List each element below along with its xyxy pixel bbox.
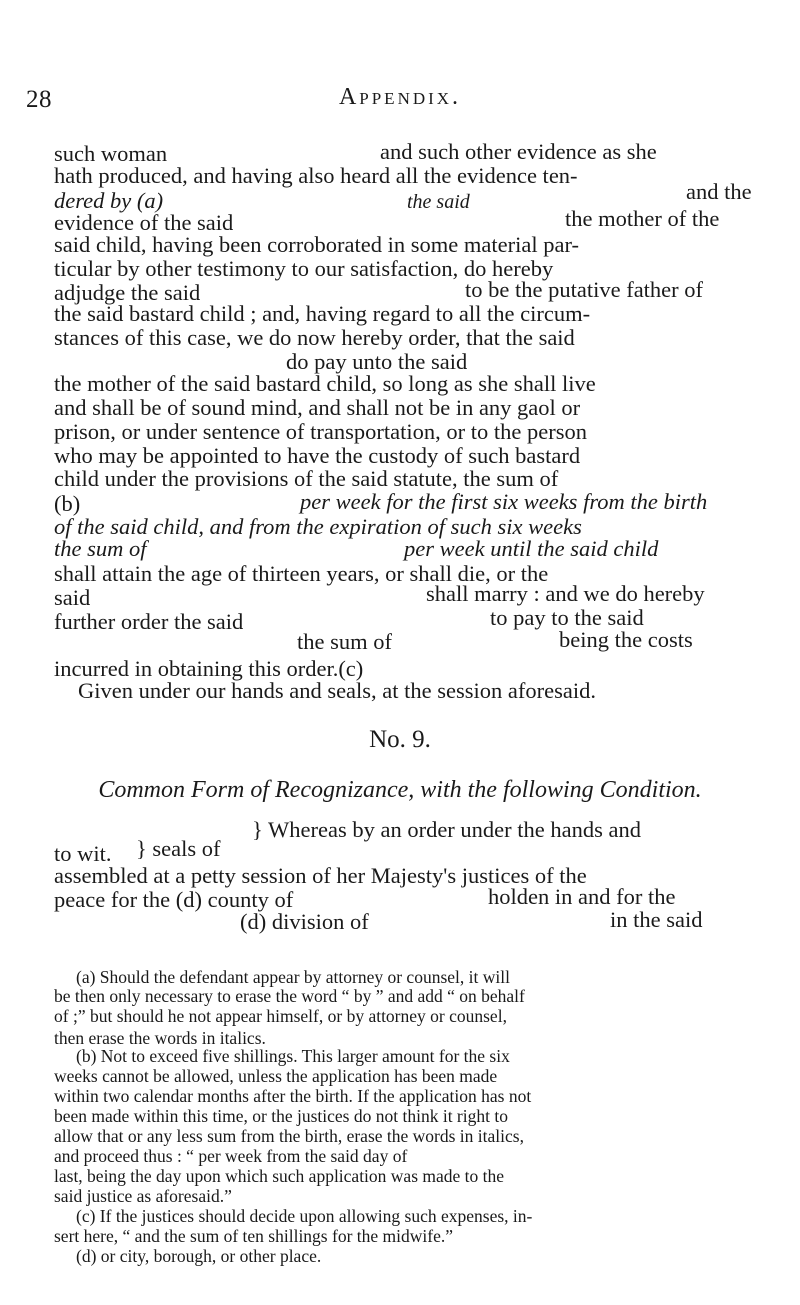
text-line: stances of this case, we do now hereby order, that the said <box>54 325 575 350</box>
footnote-line: (b) Not to exceed five shillings. This larger amount for the six <box>76 1046 510 1066</box>
text-line: in the said <box>610 907 703 932</box>
footnote-line: weeks cannot be allowed, unless the application has been made <box>54 1066 498 1086</box>
text-line: } Whereas by an order under the hands and <box>252 817 641 842</box>
text-line: adjudge the said <box>54 280 201 305</box>
text-line: said child, having been corroborated in some material par- <box>54 232 579 257</box>
text-line: (d) division of <box>240 909 369 934</box>
footnote-line: be then only necessary to erase the word “ by ” and add “ on behalf <box>54 986 525 1006</box>
footnote-line: and proceed thus : “ per week from the said day of <box>54 1146 408 1166</box>
text-line: dered by (a) <box>54 188 164 213</box>
text-line: hath produced, and having also heard all the evidence ten- <box>54 163 578 188</box>
footnote-line: sert here, “ and the sum of ten shillings for the midwife.” <box>54 1226 453 1246</box>
footnote-line: said justice as aforesaid.” <box>54 1186 232 1206</box>
text-line: Given under our hands and seals, at the session aforesaid. <box>78 678 596 703</box>
text-line: prison, or under sentence of transportation, or to the person <box>54 419 587 444</box>
footnote-line: within two calendar months after the birth. If the application has not <box>54 1086 532 1106</box>
text-line: and such other evidence as she <box>380 139 657 164</box>
footnote-line: (d) or city, borough, or other place. <box>76 1246 322 1266</box>
footnote-line: of ;” but should he not appear himself, or by attorney or counsel, <box>54 1006 507 1026</box>
text-line: the sum of <box>297 629 392 654</box>
form-number-heading: No. 9. <box>369 726 431 753</box>
text-line: who may be appointed to have the custody of such bastard <box>54 443 581 468</box>
footnote-line: then erase the words in italics. <box>54 1028 266 1048</box>
footnote-line: (a) Should the defendant appear by attorney or counsel, it will <box>76 967 510 987</box>
form-title: Common Form of Recognizance, with the following Condition. <box>98 777 702 803</box>
text-line: peace for the (d) county of <box>54 887 294 912</box>
text-line: such woman <box>54 141 168 166</box>
footnote-line: allow that or any less sum from the birth, erase the words in italics, <box>54 1126 524 1146</box>
text-line: and shall be of sound mind, and shall not be in any gaol or <box>54 395 581 420</box>
text-line: the sum of <box>54 536 147 561</box>
text-line: further order the said <box>54 609 244 634</box>
text-line: the mother of the said bastard child, so long as she shall live <box>54 371 596 396</box>
text-line: being the costs <box>559 627 693 652</box>
text-line: evidence of the said <box>54 210 234 235</box>
text-line: shall attain the age of thirteen years, or shall die, or the <box>54 561 549 586</box>
text-line: said <box>54 585 91 610</box>
text-line: incurred in obtaining this order.(c) <box>54 656 364 681</box>
footnote-line: last, being the day upon which such application was made to the <box>54 1166 505 1186</box>
text-line: shall marry : and we do hereby <box>426 581 705 606</box>
text-line: } seals of <box>136 836 221 861</box>
text-line: to be the putative father of <box>465 277 704 302</box>
text-line: child under the provisions of the said statute, the sum of <box>54 466 559 491</box>
text-line: assembled at a petty session of her Majesty's justices of the <box>54 863 587 888</box>
text-line: to pay to the said <box>490 605 644 630</box>
text-line: the said <box>407 191 470 213</box>
text-line: to wit. <box>54 841 112 866</box>
text-line: per week for the first six weeks from the birth <box>300 489 708 514</box>
text-line: do pay unto the said <box>286 349 468 374</box>
text-line: the said bastard child ; and, having regard to all the circum- <box>54 301 591 326</box>
footnote-line: been made within this time, or the justices do not think it right to <box>54 1106 508 1126</box>
text-line: of the said child, and from the expiration of such six weeks <box>54 514 582 539</box>
text-line: (b) <box>54 491 81 516</box>
running-head: Appendix. <box>338 84 462 110</box>
footnote-line: (c) If the justices should decide upon allowing such expenses, in- <box>76 1206 533 1226</box>
text-line: the mother of the <box>565 206 720 231</box>
text-line: and the <box>686 179 752 204</box>
text-line: holden in and for the <box>488 884 676 909</box>
text-line: per week until the said child <box>404 536 659 561</box>
text-line: ticular by other testimony to our satisfaction, do hereby <box>54 256 554 281</box>
page-number: 28 <box>26 86 52 113</box>
